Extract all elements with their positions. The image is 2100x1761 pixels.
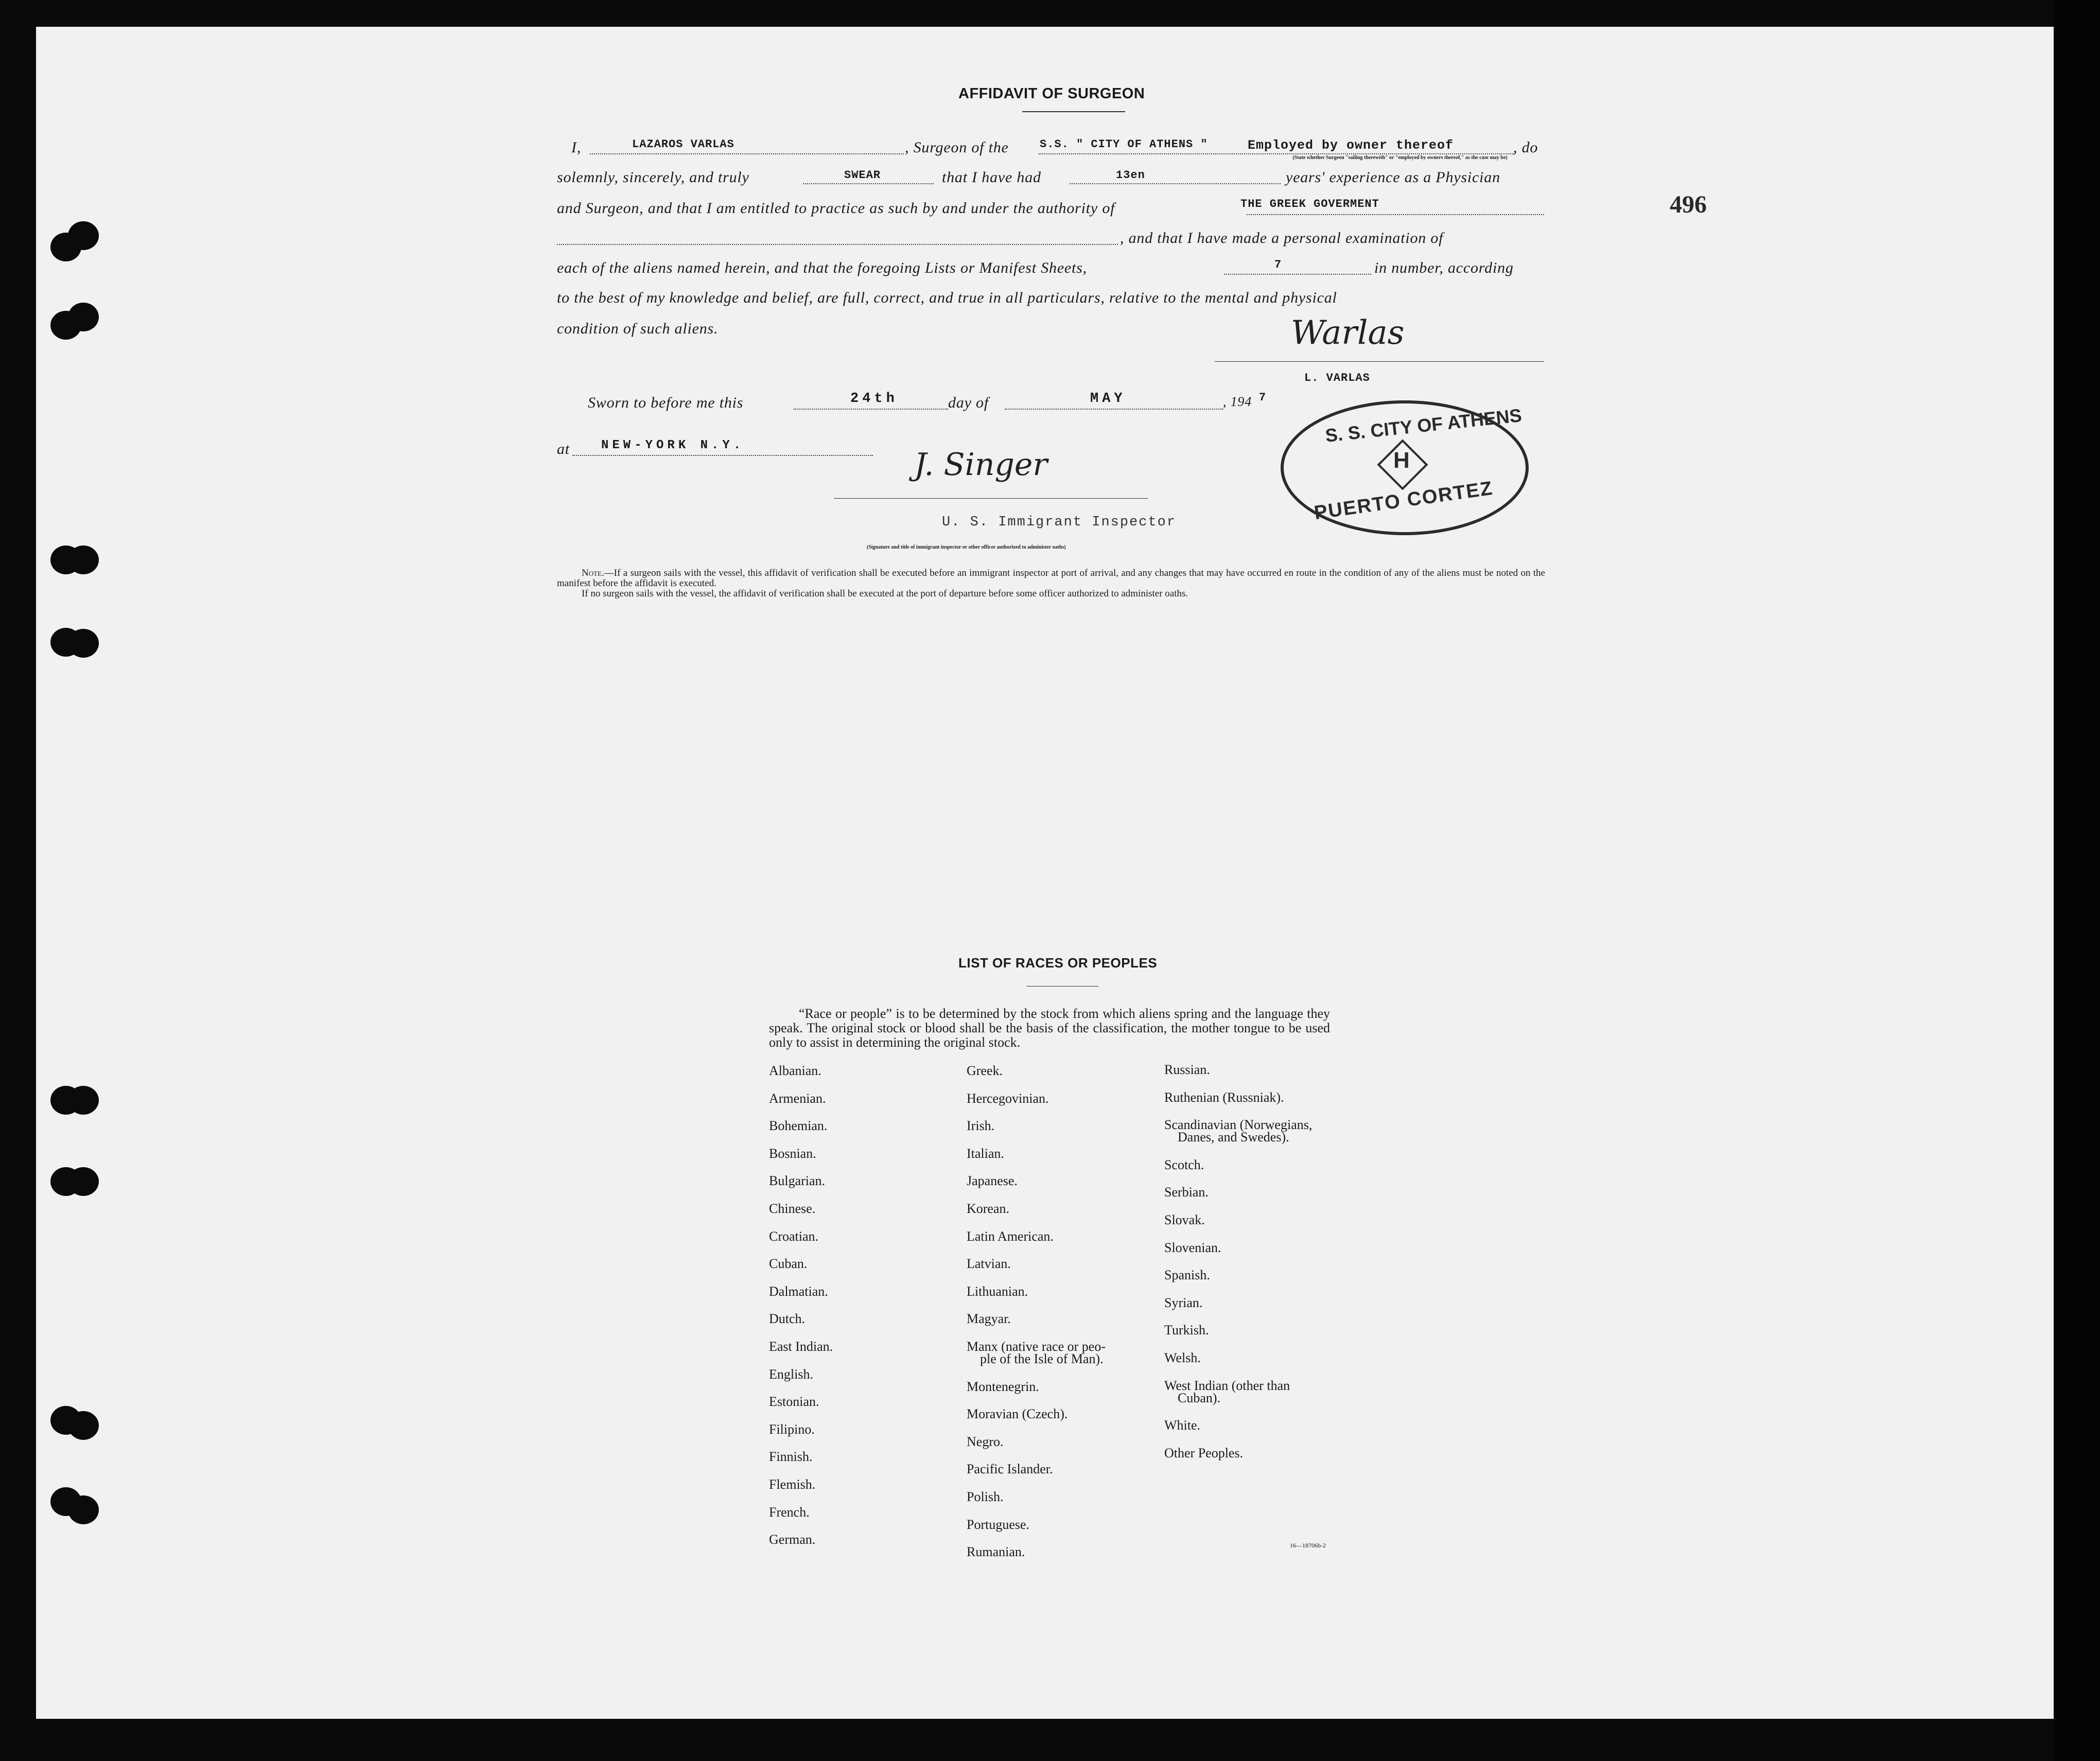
stamp-bottom-text: PUERTO CORTEZ bbox=[1312, 477, 1495, 524]
race-entry: ple of the Isle of Man). bbox=[980, 1351, 1104, 1366]
race-entry: Scotch. bbox=[1164, 1157, 1204, 1172]
stamp-letter: H bbox=[1393, 448, 1410, 473]
races-title: LIST OF RACES OR PEOPLES bbox=[958, 955, 1158, 971]
employment: Employed by owner thereof bbox=[1248, 138, 1454, 153]
note-label: Note. bbox=[582, 568, 604, 578]
race-entry: English. bbox=[769, 1366, 813, 1382]
race-entry: Polish. bbox=[967, 1489, 1004, 1504]
at-text: at bbox=[557, 441, 570, 457]
race-entry: Hercegovinian. bbox=[967, 1090, 1049, 1106]
surgeon-signature: Warlas bbox=[1291, 314, 1405, 352]
race-entry: Italian. bbox=[967, 1146, 1004, 1161]
binder-hole bbox=[68, 1411, 99, 1440]
years: 13en bbox=[1116, 169, 1145, 182]
note-line1: —If a surgeon sails with the vessel, this affidavit of verification shall be executed before an immigrant inspector at port of arrival, and any changes that may have occurred en route in the condition of any of the aliens must be noted on the manifest before the affidavit is executed. bbox=[557, 568, 1545, 589]
title-rule bbox=[1022, 111, 1125, 112]
sworn-text: Sworn to before me this bbox=[588, 394, 744, 411]
years-line bbox=[1070, 183, 1281, 184]
inspector-title: U. S. Immigrant Inspector bbox=[942, 515, 1177, 530]
race-entry: Ruthenian (Russniak). bbox=[1164, 1089, 1284, 1105]
race-entry: Welsh. bbox=[1164, 1350, 1201, 1365]
race-entry: Dutch. bbox=[769, 1311, 806, 1327]
race-entry: Cuban. bbox=[769, 1256, 808, 1272]
ship-name-line bbox=[1039, 153, 1514, 154]
l4-text: , and that I have made a personal examination of bbox=[1120, 230, 1444, 246]
race-entry: Scandinavian (Norwegians, bbox=[1164, 1117, 1312, 1133]
race-entry: Russian. bbox=[1164, 1062, 1210, 1077]
sworn-month-line bbox=[1005, 409, 1223, 410]
races-intro bbox=[769, 1007, 1330, 1050]
race-entry: Negro. bbox=[967, 1434, 1004, 1449]
race-entry: Filipino. bbox=[769, 1421, 815, 1437]
binder-hole bbox=[68, 629, 99, 658]
l3-text: and Surgeon, and that I am entitled to practice as such by and under the authority of bbox=[557, 200, 1115, 217]
race-entry: Other Peoples. bbox=[1164, 1445, 1244, 1460]
race-entry: French. bbox=[769, 1504, 810, 1520]
race-entry: Albanian. bbox=[769, 1063, 821, 1078]
surgeon-signature-line bbox=[1215, 361, 1544, 362]
surgeon-name-line bbox=[590, 153, 904, 154]
race-entry: Irish. bbox=[967, 1118, 995, 1134]
binder-hole bbox=[68, 1167, 99, 1196]
race-entry: Danes, and Swedes). bbox=[1178, 1130, 1289, 1145]
place: NEW-YORK N.Y. bbox=[601, 438, 745, 452]
race-entry: Magyar. bbox=[967, 1311, 1011, 1327]
l1-surgeon-of: , Surgeon of the bbox=[905, 139, 1009, 156]
race-entry: Serbian. bbox=[1164, 1185, 1209, 1200]
page-number: 496 bbox=[1670, 191, 1707, 218]
race-entry: Latvian. bbox=[967, 1256, 1011, 1272]
l7-text: condition of such aliens. bbox=[557, 320, 719, 337]
authority: THE GREEK GOVERMENT bbox=[1240, 198, 1379, 210]
oath: SWEAR bbox=[844, 169, 881, 182]
l2-experience: years' experience as a Physician bbox=[1286, 169, 1500, 186]
place-line bbox=[572, 455, 873, 456]
race-entry: Latin American. bbox=[967, 1228, 1054, 1244]
race-entry: Pacific Islander. bbox=[967, 1461, 1053, 1477]
inspector-signature-line bbox=[834, 498, 1148, 499]
race-entry: Spanish. bbox=[1164, 1267, 1210, 1283]
sworn-day: 24th bbox=[850, 391, 898, 407]
race-entry: Greek. bbox=[967, 1063, 1003, 1078]
sheets-line bbox=[1224, 274, 1371, 275]
l5-number: in number, according bbox=[1374, 259, 1514, 276]
l2-solemnly: solemnly, sincerely, and truly bbox=[557, 169, 749, 186]
inspector-caption: (Signature and title of immigrant inspector or other officer authorized to administer oaths) bbox=[867, 544, 1066, 550]
signer-name: L. VARLAS bbox=[1304, 372, 1370, 384]
stamp-top-text: S. S. CITY OF ATHENS bbox=[1324, 404, 1523, 446]
race-entry: Armenian. bbox=[769, 1090, 826, 1106]
ship-name: S.S. " CITY OF ATHENS " bbox=[1040, 138, 1208, 151]
oath-line bbox=[803, 183, 934, 184]
sworn-day-line bbox=[794, 409, 948, 410]
form-number: 16—18706b-2 bbox=[1290, 1542, 1326, 1549]
sworn-month: MAY bbox=[1090, 391, 1126, 407]
race-entry: German. bbox=[769, 1532, 816, 1547]
l5-text: each of the aliens named herein, and that the foregoing Lists or Manifest Sheets, bbox=[557, 259, 1087, 276]
binder-hole bbox=[68, 545, 99, 574]
l2-that: that I have had bbox=[942, 169, 1041, 186]
scan-edge bbox=[2054, 0, 2100, 1761]
binder-hole bbox=[68, 1086, 99, 1115]
surgeon-name: LAZAROS VARLAS bbox=[632, 138, 734, 151]
authority-line bbox=[1247, 214, 1544, 215]
affidavit-note bbox=[557, 568, 1545, 599]
affidavit-title: AFFIDAVIT OF SURGEON bbox=[958, 85, 1145, 102]
race-entry: White. bbox=[1164, 1418, 1201, 1433]
sheets: 7 bbox=[1274, 258, 1282, 271]
day-of: day of bbox=[948, 394, 989, 411]
race-entry: Syrian. bbox=[1164, 1295, 1203, 1310]
races-intro-text: “Race or people” is to be determined by the stock from which aliens spring and the language they speak. The original stock or blood shall be the basis of the classification, the mother tongue to be used only to assist in determining the original stock. bbox=[769, 1006, 1330, 1050]
race-entry: Rumanian. bbox=[967, 1544, 1025, 1560]
race-entry: Bosnian. bbox=[769, 1146, 816, 1161]
year-digit: 7 bbox=[1259, 391, 1267, 404]
binder-hole bbox=[68, 221, 99, 250]
race-entry: Turkish. bbox=[1164, 1323, 1209, 1338]
l6-text: to the best of my knowledge and belief, are full, correct, and true in all particulars, relative to the mental and physical bbox=[557, 289, 1337, 306]
race-entry: Estonian. bbox=[769, 1394, 819, 1410]
race-entry: West Indian (other than bbox=[1164, 1378, 1290, 1393]
race-entry: Portuguese. bbox=[967, 1517, 1030, 1532]
employment-note: (State whether Surgeon "sailing therewith" or "employed by owners thereof," as the case may be) bbox=[1292, 155, 1508, 161]
year-prefix: , 194 bbox=[1223, 394, 1252, 409]
race-entry: Lithuanian. bbox=[967, 1283, 1028, 1299]
race-entry: Cuban). bbox=[1178, 1390, 1221, 1405]
ship-stamp bbox=[1281, 400, 1529, 535]
race-entry: Dalmatian. bbox=[769, 1283, 828, 1299]
l1-do: , do bbox=[1513, 139, 1538, 156]
race-entry: Korean. bbox=[967, 1201, 1010, 1216]
l1-i: I, bbox=[571, 139, 582, 156]
race-entry: East Indian. bbox=[769, 1339, 833, 1354]
binder-hole bbox=[68, 1495, 99, 1524]
race-entry: Japanese. bbox=[967, 1173, 1018, 1189]
race-entry: Montenegrin. bbox=[967, 1379, 1039, 1394]
race-entry: Bulgarian. bbox=[769, 1173, 826, 1189]
race-entry: Croatian. bbox=[769, 1228, 819, 1244]
race-entry: Slovak. bbox=[1164, 1212, 1205, 1227]
authority-line-2 bbox=[557, 244, 1118, 245]
races-title-rule bbox=[1026, 986, 1098, 987]
race-entry: Manx (native race or peo- bbox=[967, 1339, 1106, 1354]
race-entry: Flemish. bbox=[769, 1477, 816, 1492]
inspector-signature: J. Singer bbox=[914, 447, 1048, 483]
race-entry: Slovenian. bbox=[1164, 1240, 1221, 1255]
binder-hole bbox=[68, 303, 99, 331]
note-line2: If no surgeon sails with the vessel, the affidavit of verification shall be executed at the port of departure before some officer authorized to administer oaths. bbox=[582, 588, 1188, 599]
race-entry: Moravian (Czech). bbox=[967, 1406, 1068, 1422]
race-entry: Chinese. bbox=[769, 1201, 816, 1216]
race-entry: Bohemian. bbox=[769, 1118, 828, 1134]
race-entry: Finnish. bbox=[769, 1449, 813, 1465]
